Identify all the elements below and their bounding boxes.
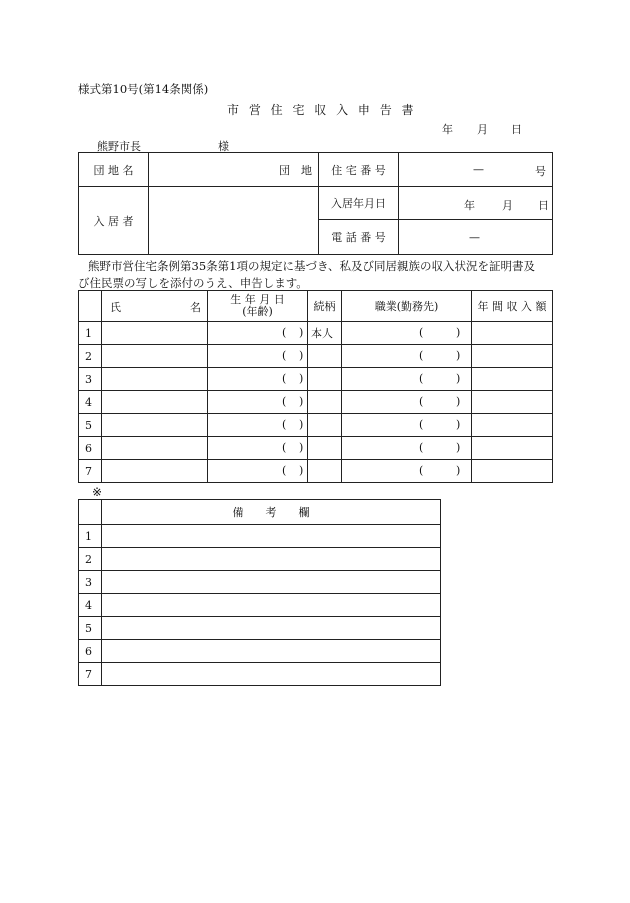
- applicant-table: [78, 152, 553, 255]
- member-relation-field[interactable]: [308, 460, 342, 483]
- member-number: 5: [79, 414, 102, 437]
- occupation-paren-close: ): [456, 349, 461, 362]
- remarks-row: [79, 571, 441, 594]
- note-mark: ※: [92, 485, 103, 499]
- page-title: 市 営 住 宅 収 入 申 告 書: [227, 103, 417, 117]
- remarks-number: 1: [79, 525, 102, 548]
- header-birthdate: 生 年 月 日 (年齢): [208, 291, 308, 322]
- member-number: 4: [79, 391, 102, 414]
- occupation-paren-close: ): [456, 326, 461, 339]
- member-occupation-field[interactable]: [342, 460, 472, 483]
- occupation-paren-close: ): [456, 441, 461, 454]
- header-income: 年 間 収 入 額: [472, 291, 553, 322]
- member-row: [79, 391, 553, 414]
- age-paren-open: (: [282, 349, 287, 362]
- member-row: [79, 345, 553, 368]
- remarks-field[interactable]: [102, 571, 441, 594]
- remarks-number: 5: [79, 617, 102, 640]
- move-in-date-label: 入居年月日: [319, 187, 399, 220]
- header-occupation: 職業(勤務先): [342, 291, 472, 322]
- age-paren-close: ): [299, 418, 304, 431]
- age-paren-close: ): [299, 349, 304, 362]
- addressee-honorific: 様: [218, 140, 229, 153]
- age-paren-open: (: [282, 395, 287, 408]
- header-name: 氏 名: [102, 291, 208, 322]
- remarks-field[interactable]: [102, 548, 441, 571]
- occupation-paren-close: ): [456, 464, 461, 477]
- member-birthdate-field[interactable]: [208, 368, 308, 391]
- house-number-suffix: 号: [535, 165, 546, 178]
- house-number-dash: —: [473, 163, 484, 176]
- member-name-field[interactable]: [102, 322, 208, 345]
- member-row: [79, 437, 553, 460]
- member-relation: 本人: [311, 327, 333, 340]
- remarks-number: 6: [79, 640, 102, 663]
- member-income-field[interactable]: [472, 460, 553, 483]
- danchi-suffix: 団 地: [279, 163, 312, 177]
- move-in-month: 月: [502, 199, 513, 212]
- age-paren-close: ): [299, 441, 304, 454]
- move-in-day: 日: [538, 199, 549, 212]
- remarks-number: 2: [79, 548, 102, 571]
- phone-dash: —: [469, 231, 480, 244]
- member-occupation-field[interactable]: [342, 345, 472, 368]
- remarks-number: 4: [79, 594, 102, 617]
- member-income-field[interactable]: [472, 345, 553, 368]
- remarks-field[interactable]: [102, 525, 441, 548]
- member-birthdate-field[interactable]: [208, 437, 308, 460]
- member-relation-field[interactable]: [308, 414, 342, 437]
- header-relation: 続柄: [308, 291, 342, 322]
- remarks-row: [79, 525, 441, 548]
- date-year: 年: [442, 123, 453, 136]
- resident-label: 入 居 者: [79, 187, 149, 255]
- remarks-row: [79, 640, 441, 663]
- age-paren-close: ): [299, 372, 304, 385]
- age-paren-open: (: [282, 372, 287, 385]
- member-relation-field[interactable]: [308, 345, 342, 368]
- remarks-field[interactable]: [102, 594, 441, 617]
- danchi-label: 団 地 名: [79, 153, 149, 187]
- phone-label: 電 話 番 号: [319, 220, 399, 255]
- member-occupation-field[interactable]: [342, 414, 472, 437]
- member-income-field[interactable]: [472, 322, 553, 345]
- member-occupation-field[interactable]: [342, 368, 472, 391]
- member-birthdate-field[interactable]: [208, 322, 308, 345]
- member-name-field[interactable]: [102, 345, 208, 368]
- form-number: 様式第10号(第14条関係): [78, 82, 209, 96]
- date-day: 日: [511, 123, 522, 136]
- member-number: 1: [79, 322, 102, 345]
- member-relation-field[interactable]: [308, 368, 342, 391]
- remarks-row: [79, 594, 441, 617]
- remarks-table: [78, 499, 441, 686]
- age-paren-open: (: [282, 441, 287, 454]
- age-paren-close: ): [299, 464, 304, 477]
- member-birthdate-field[interactable]: [208, 414, 308, 437]
- occupation-paren-open: (: [419, 418, 424, 431]
- member-income-field[interactable]: [472, 368, 553, 391]
- member-name-field[interactable]: [102, 368, 208, 391]
- age-paren-open: (: [282, 464, 287, 477]
- age-paren-close: ): [299, 326, 304, 339]
- occupation-paren-open: (: [419, 395, 424, 408]
- age-paren-close: ): [299, 395, 304, 408]
- member-name-field[interactable]: [102, 437, 208, 460]
- occupation-paren-open: (: [419, 349, 424, 362]
- date-month: 月: [477, 123, 488, 136]
- header-number-cell: [79, 291, 102, 322]
- member-income-field[interactable]: [472, 437, 553, 460]
- remarks-number: 7: [79, 663, 102, 686]
- occupation-paren-open: (: [419, 372, 424, 385]
- occupation-paren-open: (: [419, 326, 424, 339]
- statement-line-1: 熊野市営住宅条例第35条第1項の規定に基づき、私及び同居親族の収入状況を証明書及: [88, 259, 535, 273]
- statement-line-2: び住民票の写しを添付のうえ、申告します。: [78, 276, 308, 290]
- house-number-field[interactable]: [399, 153, 553, 187]
- danchi-field[interactable]: [149, 153, 319, 187]
- member-birthdate-field[interactable]: [208, 391, 308, 414]
- remarks-field[interactable]: [102, 640, 441, 663]
- occupation-paren-close: ): [456, 395, 461, 408]
- member-occupation-field[interactable]: [342, 322, 472, 345]
- member-name-field[interactable]: [102, 460, 208, 483]
- remarks-row: [79, 548, 441, 571]
- age-paren-open: (: [282, 326, 287, 339]
- phone-field[interactable]: [399, 220, 553, 255]
- occupation-paren-open: (: [419, 464, 424, 477]
- member-birthdate-field[interactable]: [208, 345, 308, 368]
- member-number: 6: [79, 437, 102, 460]
- member-number: 7: [79, 460, 102, 483]
- occupation-paren-open: (: [419, 441, 424, 454]
- member-relation-field[interactable]: [308, 437, 342, 460]
- member-occupation-field[interactable]: [342, 391, 472, 414]
- household-table: [78, 290, 553, 483]
- member-row: [79, 414, 553, 437]
- move-in-year: 年: [464, 199, 475, 212]
- member-name-field[interactable]: [102, 414, 208, 437]
- occupation-paren-close: ): [456, 372, 461, 385]
- member-number: 2: [79, 345, 102, 368]
- resident-field[interactable]: [149, 187, 319, 255]
- member-row: [79, 322, 553, 345]
- remarks-field[interactable]: [102, 663, 441, 686]
- member-relation-field[interactable]: [308, 322, 342, 345]
- member-name-field[interactable]: [102, 391, 208, 414]
- occupation-paren-close: ): [456, 418, 461, 431]
- member-income-field[interactable]: [472, 391, 553, 414]
- member-row: [79, 368, 553, 391]
- move-in-date-field[interactable]: [399, 187, 553, 220]
- remarks-row: [79, 617, 441, 640]
- house-number-label: 住 宅 番 号: [319, 153, 399, 187]
- age-paren-open: (: [282, 418, 287, 431]
- member-number: 3: [79, 368, 102, 391]
- member-relation-field[interactable]: [308, 391, 342, 414]
- remarks-field[interactable]: [102, 617, 441, 640]
- member-occupation-field[interactable]: [342, 437, 472, 460]
- member-birthdate-field[interactable]: [208, 460, 308, 483]
- remarks-number-header: [79, 500, 102, 525]
- addressee: 熊野市長: [97, 140, 141, 153]
- remarks-header: 備 考 欄: [102, 500, 441, 525]
- remarks-row: [79, 663, 441, 686]
- remarks-number: 3: [79, 571, 102, 594]
- member-income-field[interactable]: [472, 414, 553, 437]
- member-row: [79, 460, 553, 483]
